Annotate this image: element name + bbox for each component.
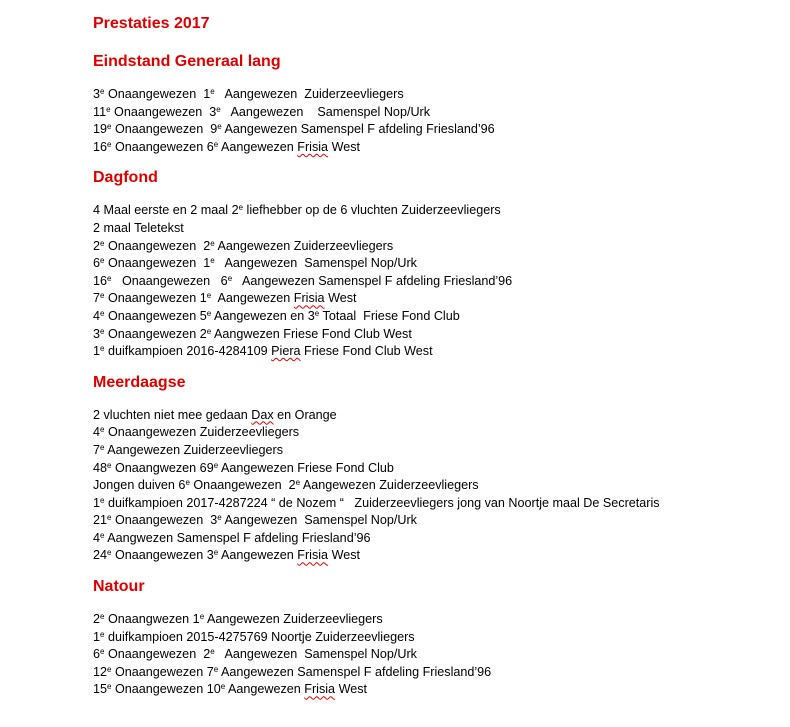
ordinal-superscript: e: [100, 442, 105, 452]
spellcheck-word: Frisia: [293, 291, 325, 306]
text-segment: Onaangewezen 2: [104, 326, 207, 341]
text-segment: Aangewezen Zuiderzeevliegers: [214, 238, 394, 253]
section-heading: Dagfond: [93, 169, 158, 187]
text-line: [93, 308, 783, 326]
text-segment: 15: [93, 682, 108, 697]
text-segment: 4: [93, 530, 101, 545]
text-line: [93, 512, 783, 530]
ordinal-superscript: e: [100, 344, 105, 354]
text-segment: 2: [93, 238, 101, 253]
ordinal-superscript: e: [314, 308, 320, 318]
section-lines: [93, 202, 783, 360]
ordinal-superscript: e: [107, 513, 112, 523]
ordinal-superscript: e: [107, 139, 112, 149]
text-segment: Onaangewezen Zuiderzeevliegers: [104, 425, 300, 440]
text-segment: Aangewezen en 3: [211, 308, 315, 323]
section-lines: [93, 407, 783, 565]
text-segment: Onaangewezen 9: [111, 122, 218, 137]
text-segment: Aangewezen Samenspel Nop/Urk: [214, 647, 417, 662]
text-line: [93, 255, 783, 273]
text-line: [93, 495, 783, 513]
ordinal-superscript: e: [100, 291, 105, 301]
ordinal-superscript: e: [106, 104, 111, 114]
section: [93, 565, 783, 699]
section: [93, 361, 783, 565]
text-segment: 3: [93, 326, 101, 341]
ordinal-superscript: e: [210, 256, 215, 266]
spellcheck-word: Frisia: [297, 548, 329, 563]
section: [93, 40, 783, 156]
text-segment: duifkampioen 2017-4287224 “ de Nozem “ Zuiderzeevliegers jong van Noortje maal De Secretaris: [104, 495, 660, 510]
text-segment: Onaangewezen 6: [111, 139, 214, 154]
text-line: [93, 273, 783, 291]
ordinal-superscript: e: [217, 122, 222, 132]
text-segment: Onaangewezen 1: [104, 87, 211, 101]
text-segment: 1: [93, 629, 101, 644]
spellcheck-word: Frisia: [297, 139, 329, 154]
text-segment: Aangewezen Samenspel F afdeling Friesland’96: [232, 273, 513, 288]
text-segment: 2 maal Teletekst: [93, 220, 184, 235]
text-segment: Onaangewezen 2: [104, 647, 211, 662]
ordinal-superscript: e: [210, 238, 215, 248]
text-segment: Aangewezen Samenspel F afdeling Friesland’96: [218, 664, 492, 679]
text-segment: 3: [93, 87, 101, 101]
text-segment: West: [324, 291, 357, 306]
sections-container: [93, 40, 783, 699]
text-segment: 1: [93, 344, 101, 359]
ordinal-superscript: e: [100, 425, 105, 435]
text-segment: Onaangewezen 6: [111, 273, 228, 288]
text-segment: 16: [93, 139, 108, 154]
spellcheck-word: Frisia: [304, 682, 336, 697]
ordinal-superscript: e: [213, 139, 219, 149]
text-line: [93, 664, 783, 682]
text-segment: Aangewezen: [211, 291, 294, 306]
ordinal-superscript: e: [100, 308, 105, 318]
ordinal-superscript: e: [185, 478, 190, 488]
ordinal-superscript: e: [107, 122, 112, 132]
text-segment: Aangewezen Samenspel Nop/Urk: [214, 256, 417, 271]
section-heading: Natour: [93, 578, 145, 596]
ordinal-superscript: e: [100, 495, 105, 505]
text-segment: West: [328, 548, 361, 563]
page-title: Prestaties 2017: [93, 15, 210, 32]
text-segment: 16: [93, 273, 108, 288]
text-segment: Aangewezen: [218, 548, 298, 563]
text-line: [93, 290, 783, 308]
text-segment: duifkampioen 2016-4284109: [104, 344, 272, 359]
text-segment: Onaangewezen 5: [104, 308, 207, 323]
ordinal-superscript: e: [227, 273, 233, 283]
text-segment: Aangewezen: [225, 682, 305, 697]
text-segment: en Orange: [273, 407, 337, 422]
ordinal-superscript: e: [213, 548, 219, 558]
text-segment: 2: [93, 612, 101, 627]
text-segment: West: [335, 682, 368, 697]
spellcheck-word: Dax: [251, 407, 274, 422]
text-line: [93, 611, 783, 629]
text-segment: Onaangewezen 7: [111, 664, 214, 679]
ordinal-superscript: e: [206, 308, 212, 318]
text-line: [93, 121, 783, 139]
text-line: [93, 477, 783, 495]
ordinal-superscript: e: [206, 291, 212, 301]
text-line: [93, 442, 783, 460]
text-segment: Onaangewezen 10: [111, 682, 221, 697]
text-segment: 24: [93, 548, 108, 563]
ordinal-superscript: e: [100, 612, 105, 622]
text-segment: 48: [93, 460, 108, 475]
text-segment: 6: [93, 647, 101, 662]
spellcheck-word: Piera: [271, 344, 301, 359]
section-lines: [93, 611, 783, 699]
text-segment: 6: [93, 256, 101, 271]
text-line: [93, 238, 783, 256]
text-segment: Onaangewezen 3: [111, 513, 218, 528]
ordinal-superscript: e: [220, 682, 226, 692]
ordinal-superscript: e: [217, 513, 222, 523]
ordinal-superscript: e: [100, 238, 105, 248]
ordinal-superscript: e: [100, 530, 105, 540]
text-segment: Aangewezen Zuiderzeevliegers: [204, 612, 383, 627]
ordinal-superscript: e: [210, 87, 215, 96]
text-segment: Aangwezen Samenspel F afdeling Friesland’96: [104, 530, 371, 545]
text-segment: Aangewezen Zuiderzeevliegers: [214, 87, 404, 101]
text-segment: Onaangewezen 3: [111, 548, 214, 563]
ordinal-superscript: e: [295, 478, 301, 488]
text-segment: Aangewezen Zuiderzeevliegers: [300, 478, 479, 493]
ordinal-superscript: e: [199, 612, 205, 622]
text-segment: Onaangewezen 3: [110, 104, 217, 119]
text-segment: 7: [93, 291, 101, 306]
text-segment: Jongen duiven 6: [93, 478, 186, 493]
text-line: [93, 460, 783, 478]
text-segment: Onaangewezen 2: [104, 238, 211, 253]
ordinal-superscript: e: [238, 203, 244, 213]
text-line: [93, 86, 783, 104]
text-segment: West: [328, 139, 361, 154]
ordinal-superscript: e: [216, 104, 221, 114]
text-segment: 4 Maal eerste en 2 maal 2: [93, 203, 239, 218]
text-segment: Aangewezen Samenspel Nop/Urk: [221, 513, 417, 528]
text-segment: 19: [93, 122, 108, 137]
ordinal-superscript: e: [107, 682, 112, 692]
ordinal-superscript: e: [107, 460, 112, 470]
ordinal-superscript: e: [100, 256, 105, 266]
ordinal-superscript: e: [100, 629, 105, 639]
ordinal-superscript: e: [107, 664, 112, 674]
ordinal-superscript: e: [100, 647, 105, 657]
text-segment: Aangewezen: [218, 139, 298, 154]
text-segment: Onaangewezen 1: [104, 256, 211, 271]
text-segment: liefhebber op de 6 vluchten Zuiderzeevliegers: [243, 203, 501, 218]
text-segment: 2 vluchten niet mee gedaan: [93, 407, 252, 422]
section-heading: Meerdaagse: [93, 373, 186, 391]
text-line: [93, 220, 783, 238]
text-line: [93, 407, 783, 425]
text-line: [93, 530, 783, 548]
ordinal-superscript: e: [213, 460, 219, 470]
ordinal-superscript: e: [206, 326, 212, 336]
text-segment: duifkampioen 2015-4275769 Noortje Zuiderzeevliegers: [104, 629, 415, 644]
text-segment: Aangewezen Samenspel Nop/Urk: [220, 104, 431, 119]
text-segment: Aangewezen Friese Fond Club: [218, 460, 394, 475]
document-body: [93, 14, 783, 699]
ordinal-superscript: e: [213, 664, 219, 674]
text-segment: Onaangewezen 2: [189, 478, 296, 493]
ordinal-superscript: e: [107, 273, 112, 283]
text-line: [93, 104, 783, 122]
text-segment: 1: [93, 495, 101, 510]
text-segment: 7: [93, 442, 101, 457]
ordinal-superscript: e: [100, 87, 105, 96]
text-segment: 12: [93, 664, 108, 679]
ordinal-superscript: e: [100, 326, 105, 336]
ordinal-superscript: e: [210, 647, 215, 657]
text-line: [93, 646, 783, 664]
text-line: [93, 139, 783, 157]
text-segment: Onaangwezen 1: [104, 612, 200, 627]
text-segment: Onaangewezen 1: [104, 291, 207, 306]
section-lines: [93, 86, 783, 156]
text-segment: 21: [93, 513, 108, 528]
text-line: [93, 343, 783, 361]
text-line: [93, 202, 783, 220]
text-line: [93, 681, 783, 699]
text-line: [93, 326, 783, 344]
text-segment: Onaangwezen 69: [111, 460, 214, 475]
section: [93, 156, 783, 360]
text-line: [93, 629, 783, 647]
text-segment: Friese Fond Club West: [300, 344, 433, 359]
text-segment: Aangewezen Samenspel F afdeling Friesland’96: [221, 122, 495, 137]
text-segment: Totaal Friese Fond Club: [319, 308, 460, 323]
text-line: [93, 424, 783, 442]
text-segment: Aangewezen Zuiderzeevliegers: [104, 442, 283, 457]
section-heading: Eindstand Generaal lang: [93, 53, 281, 70]
text-segment: 4: [93, 308, 101, 323]
ordinal-superscript: e: [107, 548, 112, 558]
text-segment: Aangwezen Friese Fond Club West: [211, 326, 412, 341]
text-line: [93, 547, 783, 565]
text-segment: 4: [93, 425, 101, 440]
text-segment: 11: [93, 104, 107, 119]
